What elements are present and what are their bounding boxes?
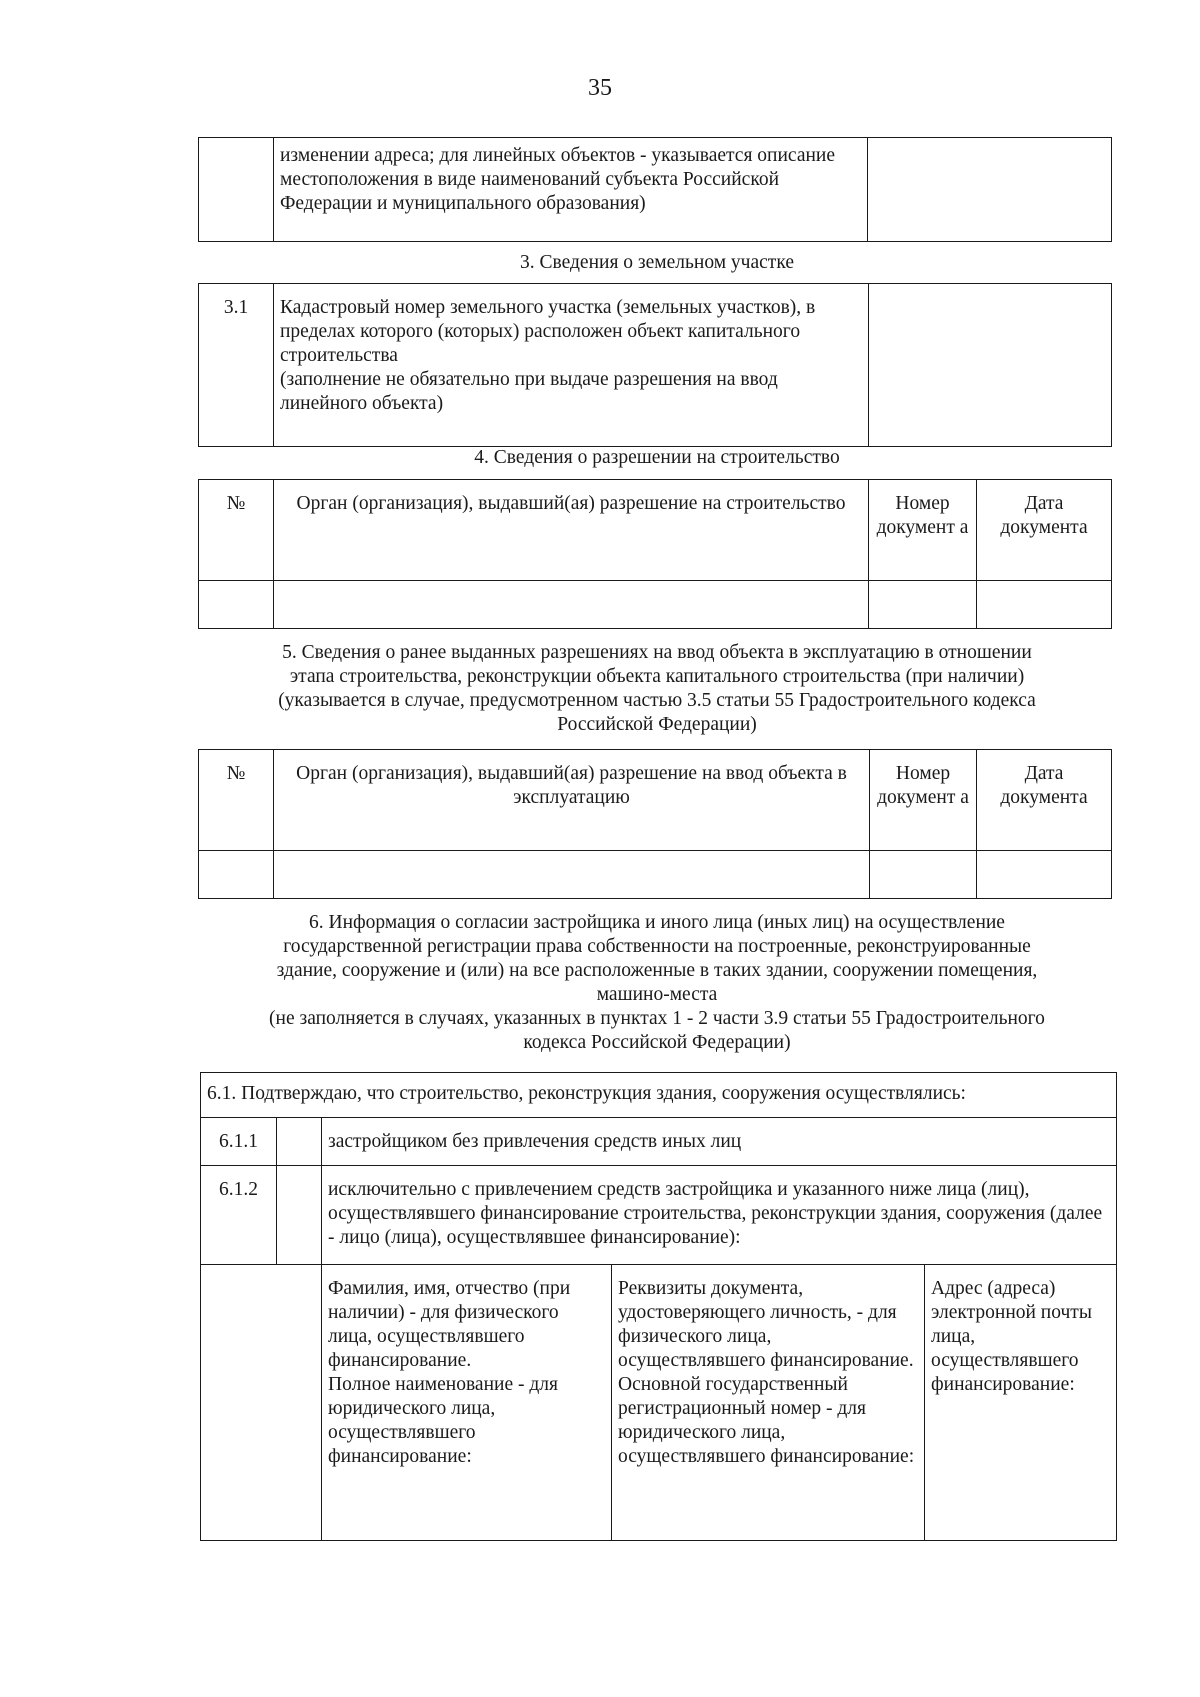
section-5-heading-line-1: 5. Сведения о ранее выданных разрешениях на ввод объекта в эксплуатацию в отношении (282, 642, 1032, 663)
table-row (201, 1118, 1117, 1166)
table-row (199, 581, 1112, 629)
financier-requisites-individual: Реквизиты документа, удостоверяющего личность, - для физического лица, осуществлявшего финансирование. (618, 1278, 914, 1371)
section-5-heading-line-2: этапа строительства, реконструкции объекта капитального строительства (при наличии) (289, 666, 1025, 687)
column-header-financier-requisites (612, 1265, 925, 1541)
cadastral-number-label (274, 284, 869, 447)
checkbox-6-1-1[interactable] (277, 1118, 322, 1166)
column-header-doc-date: Дата документа (977, 750, 1112, 851)
table-cell-empty (201, 1265, 322, 1541)
column-header-financier-name (322, 1265, 612, 1541)
row-number-3-1: 3.1 (199, 284, 274, 447)
column-header-doc-number: Номер документ а (870, 750, 977, 851)
financier-name-individual: Фамилия, имя, отчество (при наличии) - для физического лица, осуществлявшего финансирование. (328, 1278, 571, 1371)
continuation-text: изменении адреса; для линейных объектов - указывается описание местоположения в виде наименований субъекта Российской Федерации и муниципального образования) (274, 138, 868, 242)
column-header-organ: Орган (организация), выдавший(ая) разрешение на строительство (274, 480, 869, 581)
table-cell-organ[interactable] (274, 851, 870, 899)
continuation-table (198, 137, 1112, 242)
column-header-doc-number: Номер документ а (869, 480, 977, 581)
column-header-financier-email: Адрес (адреса) электронной почты лица, осуществлявшего финансирование: (925, 1265, 1117, 1541)
land-plot-table (198, 283, 1112, 447)
cadastral-number-note: (заполнение не обязательно при выдаче разрешения на ввод линейного объекта) (280, 369, 778, 414)
table-cell-doc-number[interactable] (869, 581, 977, 629)
table-row (199, 284, 1112, 447)
row-number-6-1-1: 6.1.1 (201, 1118, 277, 1166)
confirmation-row: 6.1. Подтверждаю, что строительство, реконструкция здания, сооружения осуществлялись: (201, 1073, 1117, 1118)
column-header-doc-date: Дата документа (977, 480, 1112, 581)
table-header-row (199, 480, 1112, 581)
previous-permits-table (198, 749, 1112, 899)
option-developer-own-funds: застройщиком без привлечения средств иных лиц (322, 1118, 1117, 1166)
section-6-heading-line-3: здание, сооружение и (или) на все расположенные в таких здании, сооружении помещения, (276, 960, 1038, 981)
table-cell-value[interactable] (868, 138, 1112, 242)
column-header-organ: Орган (организация), выдавший(ая) разрешение на ввод объекта в эксплуатацию (274, 750, 870, 851)
table-cell-number[interactable] (199, 581, 274, 629)
section-6-heading-line-2: государственной регистрации права собственности на построенные, реконструированные (283, 936, 1031, 957)
table-cell-doc-date[interactable] (977, 581, 1112, 629)
section-6-heading-line-5: (не заполняется в случаях, указанных в пунктах 1 - 2 части 3.9 статьи 55 Градостроительного (269, 1008, 1045, 1029)
section-5-heading-line-4: Российской Федерации) (557, 714, 757, 735)
option-with-financing: исключительно с привлечением средств застройщика и указанного ниже лица (лиц), осуществлявшего финансирование строительства, реконструкции здания, сооружения (далее - лицо (лица), осуществлявшее финансирование): (322, 1166, 1117, 1265)
table-cell-doc-date[interactable] (977, 851, 1112, 899)
table-row (199, 851, 1112, 899)
page-number: 35 (588, 75, 612, 101)
column-header-number: № (199, 480, 274, 581)
section-5-heading-line-3: (указывается в случае, предусмотренном частью 3.5 статьи 55 Градостроительного кодекса (278, 690, 1036, 711)
table-row (199, 138, 1112, 242)
section-6-heading-line-1: 6. Информация о согласии застройщика и иного лица (иных лиц) на осуществление (309, 912, 1005, 933)
table-row (201, 1073, 1117, 1118)
section-5-heading (196, 641, 1118, 737)
financier-requisites-legal: Основной государственный регистрационный номер - для юридического лица, осуществлявшего финансирование: (618, 1374, 915, 1467)
cadastral-number-value[interactable] (869, 284, 1112, 447)
table-cell-number[interactable] (199, 851, 274, 899)
construction-permit-table (198, 479, 1112, 629)
consent-table (200, 1072, 1117, 1541)
table-header-row (201, 1265, 1117, 1541)
table-cell-number (199, 138, 274, 242)
financier-name-legal: Полное наименование - для юридического лица, осуществлявшего финансирование: (328, 1374, 558, 1467)
column-header-number: № (199, 750, 274, 851)
section-4-heading: 4. Сведения о разрешении на строительство (474, 447, 840, 468)
section-3-heading: 3. Сведения о земельном участке (520, 252, 794, 273)
table-row (201, 1166, 1117, 1265)
section-6-heading-line-6: кодекса Российской Федерации) (523, 1032, 791, 1053)
table-header-row (199, 750, 1112, 851)
section-6-heading-line-4: машино-места (596, 984, 718, 1005)
row-number-6-1-2: 6.1.2 (201, 1166, 277, 1265)
table-cell-organ[interactable] (274, 581, 869, 629)
table-cell-doc-number[interactable] (870, 851, 977, 899)
section-6-heading (196, 911, 1118, 1055)
cadastral-number-text: Кадастровый номер земельного участка (земельных участков), в пределах которого (которых) расположен объект капитального строительства (280, 297, 816, 366)
checkbox-6-1-2[interactable] (277, 1166, 322, 1265)
